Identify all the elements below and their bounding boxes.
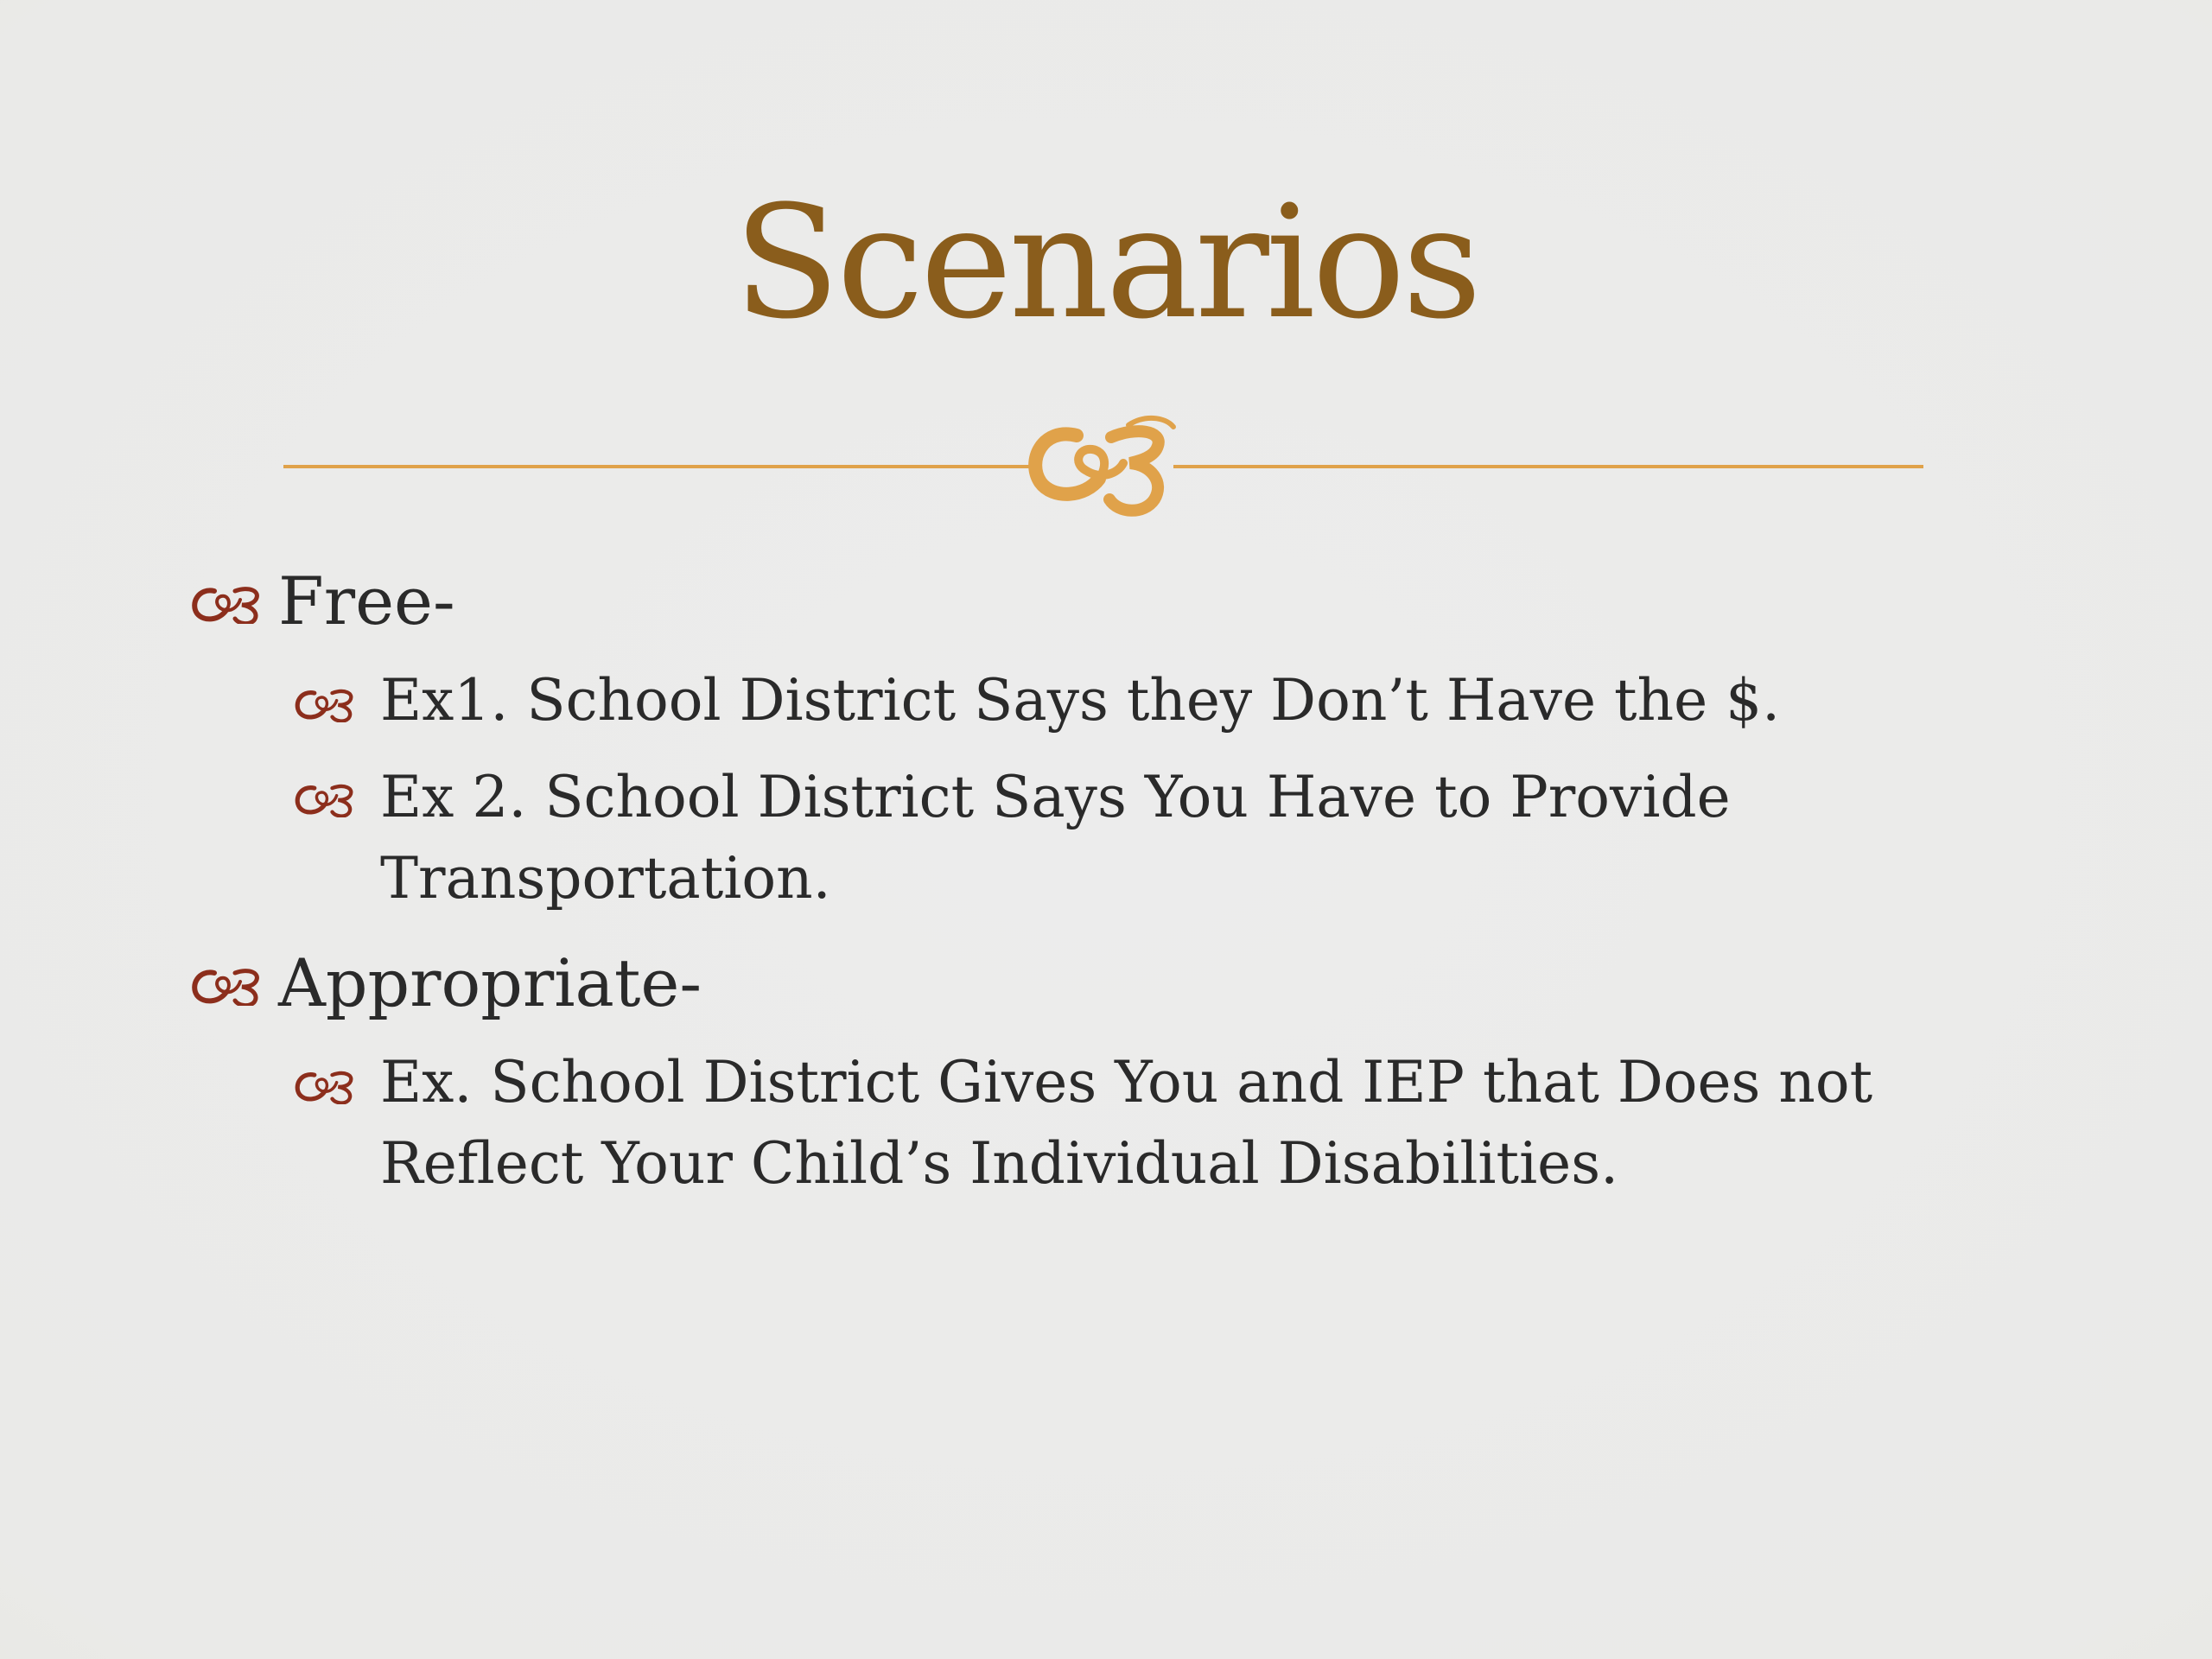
bullet-free: Free- bbox=[278, 563, 455, 639]
sub-bullet-ex2-line2: Transportation. bbox=[380, 845, 831, 912]
slide-title: Scenarios bbox=[733, 173, 1479, 353]
sub-bullet-ex1: Ex1. School District Says they Don’t Have the $. bbox=[380, 667, 1781, 734]
curly-flourish-bullet-icon bbox=[292, 1068, 356, 1104]
sub-bullet-ex2-line1: Ex 2. School District Says You Have to Provide bbox=[380, 764, 1731, 830]
sub-bullet-iep-line1: Ex. School District Gives You and IEP that Does not bbox=[380, 1049, 1873, 1116]
curly-flourish-bullet-icon bbox=[188, 584, 263, 624]
bullet-appropriate: Appropriate- bbox=[278, 944, 702, 1021]
curly-flourish-bullet-icon bbox=[188, 966, 263, 1006]
curly-flourish-bullet-icon bbox=[292, 781, 356, 817]
sub-bullet-iep-line2: Reflect Your Child’s Individual Disabilities. bbox=[380, 1130, 1619, 1197]
curly-flourish-bullet-icon bbox=[292, 686, 356, 722]
